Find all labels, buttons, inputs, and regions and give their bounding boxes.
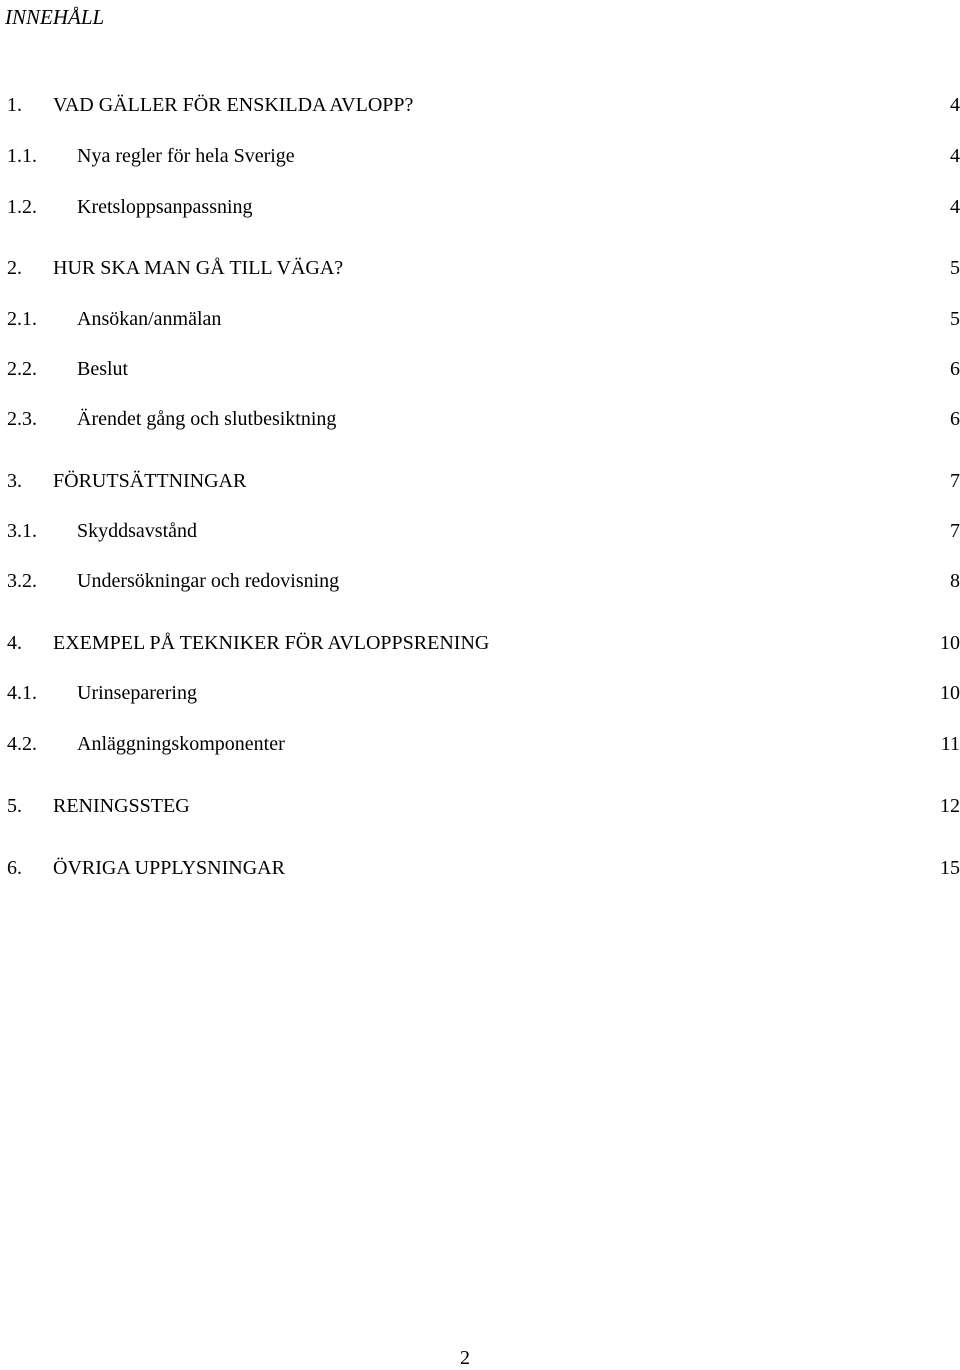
toc-entry-title: HUR SKA MAN GÅ TILL VÄGA? xyxy=(53,257,344,279)
toc-entry[interactable] xyxy=(0,143,960,169)
toc-entry[interactable] xyxy=(0,793,960,819)
toc-entry-number: 4.1. xyxy=(7,682,37,704)
toc-entry-number: 6. xyxy=(7,857,22,879)
toc-entry-title: Ansökan/anmälan xyxy=(77,308,222,330)
toc-entry-title: Nya regler för hela Sverige xyxy=(77,145,295,167)
toc-entry[interactable] xyxy=(0,194,960,220)
toc-entry[interactable] xyxy=(0,92,960,118)
toc-heading: INNEHÅLL xyxy=(5,5,105,29)
toc-entry-page: 10 xyxy=(940,632,960,654)
toc-entry-number: 3.1. xyxy=(7,520,37,542)
toc-entry-number: 2. xyxy=(7,257,22,279)
toc-entry[interactable] xyxy=(0,468,960,494)
toc-entry-page: 11 xyxy=(940,733,960,755)
toc-entry-title: Undersökningar och redovisning xyxy=(77,570,340,592)
toc-entry-page: 8 xyxy=(950,570,960,592)
page-number: 2 xyxy=(460,1347,470,1369)
toc-entry-number: 1.1. xyxy=(7,145,37,167)
toc-entry-title: Anläggningskomponenter xyxy=(77,733,285,755)
toc-entry-number: 2.2. xyxy=(7,358,37,380)
toc-entry-page: 4 xyxy=(950,94,960,116)
toc-entry-title: EXEMPEL PÅ TEKNIKER FÖR AVLOPPSRENING xyxy=(53,632,490,654)
toc-entry[interactable] xyxy=(0,680,960,706)
toc-entry[interactable] xyxy=(0,356,960,382)
toc-entry[interactable] xyxy=(0,731,960,757)
toc-entry[interactable] xyxy=(0,255,960,281)
toc-entry-title: ÖVRIGA UPPLYSNINGAR xyxy=(53,857,285,879)
toc-entry-page: 6 xyxy=(950,358,960,380)
toc-entry-number: 4. xyxy=(7,632,22,654)
toc-entry-page: 5 xyxy=(950,308,960,330)
toc-entry-page: 10 xyxy=(940,682,960,704)
toc-entry-title: Ärendet gång och slutbesiktning xyxy=(77,408,337,430)
toc-entry-number: 2.3. xyxy=(7,408,37,430)
toc-entry-number: 3.2. xyxy=(7,570,37,592)
toc-entry-page: 15 xyxy=(940,857,960,879)
toc-entry-page: 5 xyxy=(950,257,960,279)
toc-entry-title: RENINGSSTEG xyxy=(53,795,190,817)
toc-entry-number: 5. xyxy=(7,795,22,817)
toc-entry-number: 2.1. xyxy=(7,308,37,330)
toc-entry[interactable] xyxy=(0,406,960,432)
toc-entry[interactable] xyxy=(0,630,960,656)
toc-entry[interactable] xyxy=(0,568,960,594)
toc-entry-number: 4.2. xyxy=(7,733,37,755)
toc-entry[interactable] xyxy=(0,855,960,881)
toc-entry-title: Urinseparering xyxy=(77,682,197,704)
toc-entry-title: FÖRUTSÄTTNINGAR xyxy=(53,470,247,492)
toc-entry-number: 1. xyxy=(7,94,22,116)
toc-entry-page: 6 xyxy=(950,408,960,430)
toc-entry[interactable] xyxy=(0,518,960,544)
toc-entry-number: 1.2. xyxy=(7,196,37,218)
toc-entry-title: VAD GÄLLER FÖR ENSKILDA AVLOPP? xyxy=(53,94,414,116)
toc-entry-page: 12 xyxy=(940,795,960,817)
toc-entry-title: Beslut xyxy=(77,358,129,380)
toc-entry-page: 7 xyxy=(950,470,960,492)
toc-entry-title: Kretsloppsanpassning xyxy=(77,196,253,218)
toc-entry-page: 4 xyxy=(950,196,960,218)
toc-entry-number: 3. xyxy=(7,470,22,492)
toc-entry-page: 4 xyxy=(950,145,960,167)
toc-entry-title: Skyddsavstånd xyxy=(77,520,197,542)
toc-entry-page: 7 xyxy=(950,520,960,542)
toc-entry[interactable] xyxy=(0,306,960,332)
